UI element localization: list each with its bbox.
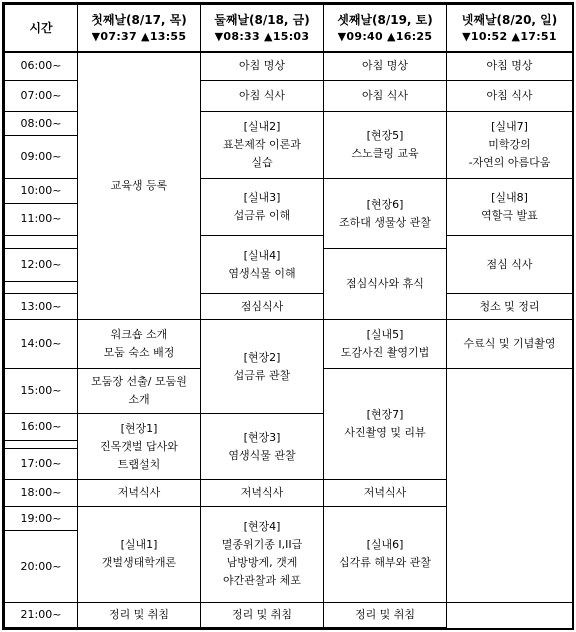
time-1100: 11:00~ bbox=[5, 204, 78, 236]
time-1700: 17:00~ bbox=[5, 449, 78, 480]
time-1300: 13:00~ bbox=[5, 294, 78, 320]
day3-field7: [현장7] 사진촬영 및 리뷰 bbox=[324, 369, 447, 480]
day4-indoor8: [실내8] 역할극 발표 bbox=[447, 179, 573, 235]
header-day4 bbox=[447, 5, 573, 52]
day3-field5: [현장5] 스노클링 교육 bbox=[324, 111, 447, 179]
day1-indoor1: [실내1] 갯벌생태학개론 bbox=[78, 506, 201, 602]
day4-empty bbox=[447, 369, 573, 603]
day4-cleanup: 청소 및 정리 bbox=[447, 294, 573, 320]
day3-indoor6: [실내6] 십각류 해부와 관찰 bbox=[324, 506, 447, 602]
time-0900: 09:00~ bbox=[5, 136, 78, 179]
day4-closing: 수료식 및 기념촬영 bbox=[447, 320, 573, 369]
time-1500: 15:00~ bbox=[5, 369, 78, 414]
day2-field4: [현장4] 멸종위기종 I,II급 남방방게, 갯게 야간관찰과 체포 bbox=[201, 506, 324, 602]
time-gap-1245 bbox=[5, 282, 78, 294]
header-day2 bbox=[201, 5, 324, 52]
day2-tides: ▼08:33 ▲15:03 bbox=[214, 29, 310, 43]
day1-dinner: 저녁식사 bbox=[78, 480, 201, 507]
day2-field3: [현장3] 염생식물 관찰 bbox=[201, 414, 324, 480]
day3-dinner: 저녁식사 bbox=[324, 480, 447, 507]
day3-indoor5: [실내5] 도감사진 촬영기법 bbox=[324, 320, 447, 369]
day2-field2: [현장2] 섭금류 관찰 bbox=[201, 320, 324, 414]
day2-indoor4: [실내4] 염생식물 이해 bbox=[201, 235, 324, 293]
time-gap-1630 bbox=[5, 441, 78, 449]
day2-title: 둘째날(8/18, 금) bbox=[214, 12, 310, 27]
day2-meditation: 아침 명상 bbox=[201, 52, 324, 81]
day3-meditation: 아침 명상 bbox=[324, 52, 447, 81]
day1-title: 첫째날(8/17, 목) bbox=[91, 12, 187, 27]
day1-group: 모둠장 선출/ 모둠원 소개 bbox=[78, 369, 201, 414]
header-day3 bbox=[324, 5, 447, 52]
time-1000: 10:00~ bbox=[5, 179, 78, 204]
day1-workshop: 워크숍 소개 모둠 숙소 배정 bbox=[78, 320, 201, 369]
day2-indoor3: [실내3] 섭금류 이해 bbox=[201, 179, 324, 235]
day2-indoor2: [실내2] 표본제작 이론과 실습 bbox=[201, 111, 324, 179]
day4-tides: ▼10:52 ▲17:51 bbox=[462, 29, 557, 43]
time-1800: 18:00~ bbox=[5, 480, 78, 507]
day4-indoor7: [실내7] 미학강의 -자연의 아름다움 bbox=[447, 111, 573, 179]
day1-tides: ▼07:37 ▲13:55 bbox=[91, 29, 187, 43]
day3-field6: [현장6] 조하대 생물상 관찰 bbox=[324, 179, 447, 249]
day2-lunch: 점심식사 bbox=[201, 294, 324, 320]
day1-wrap: 정리 및 취침 bbox=[78, 603, 201, 628]
day2-wrap: 정리 및 취침 bbox=[201, 603, 324, 628]
time-1200: 12:00~ bbox=[5, 249, 78, 282]
time-2100: 21:00~ bbox=[5, 603, 78, 628]
time-0600: 06:00~ bbox=[5, 52, 78, 81]
day4-breakfast: 아침 식사 bbox=[447, 80, 573, 111]
header-day1 bbox=[78, 5, 201, 52]
time-0700: 07:00~ bbox=[5, 80, 78, 111]
day3-lunch: 점심식사와 휴식 bbox=[324, 249, 447, 320]
day4-lunch: 점심 식사 bbox=[447, 235, 573, 293]
day1-field1: [현장1] 진목갯벌 답사와 트랩설치 bbox=[78, 414, 201, 480]
day4-title: 넷째날(8/20, 일) bbox=[461, 12, 558, 27]
day1-registration: 교육생 등록 bbox=[78, 52, 201, 320]
day3-title: 셋째날(8/19, 토) bbox=[337, 12, 433, 27]
time-1900: 19:00~ bbox=[5, 506, 78, 531]
time-1600: 16:00~ bbox=[5, 414, 78, 441]
day3-wrap: 정리 및 취침 bbox=[324, 603, 447, 628]
schedule-table bbox=[4, 4, 573, 628]
header-time: 시간 bbox=[5, 5, 78, 52]
day4-meditation: 아침 명상 bbox=[447, 52, 573, 81]
time-gap-1130 bbox=[5, 235, 78, 248]
day2-dinner: 저녁식사 bbox=[201, 480, 324, 507]
time-2000: 20:00~ bbox=[5, 531, 78, 603]
day2-breakfast: 아침 식사 bbox=[201, 80, 324, 111]
time-1400: 14:00~ bbox=[5, 320, 78, 369]
day3-tides: ▼09:40 ▲16:25 bbox=[337, 29, 433, 43]
day3-breakfast: 아침 식사 bbox=[324, 80, 447, 111]
time-0800: 08:00~ bbox=[5, 111, 78, 136]
